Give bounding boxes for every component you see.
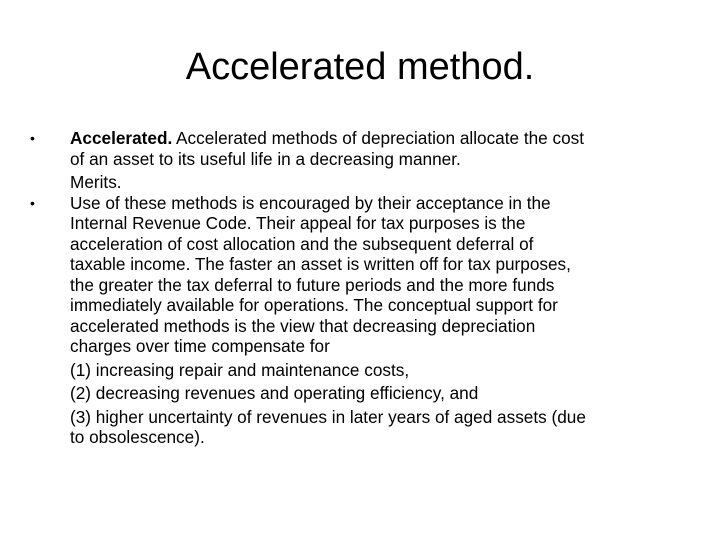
- text-line: Internal Revenue Code. Their appeal for tax purposes is the: [70, 213, 526, 233]
- text-line: [70, 128, 680, 149]
- text-line: Use of these methods is encouraged by their acceptance in the: [70, 192, 551, 213]
- bullet-item-use: [30, 193, 680, 448]
- text-line: taxable income. The faster an asset is written off for tax purposes,: [70, 254, 571, 274]
- text-run: Accelerated methods of depreciation allocate the cost: [172, 128, 585, 148]
- text-line: the greater the tax deferral to future periods and the more funds: [70, 274, 555, 295]
- bullet-icon: •: [30, 130, 35, 146]
- text-line-item-3: (3) higher uncertainty of revenues in later years of aged assets (due: [70, 406, 586, 427]
- text-line-item-2: (2) decreasing revenues and operating efficiency, and: [70, 383, 479, 403]
- text-line: immediately available for operations. The conceptual support for: [70, 295, 558, 315]
- text-line-merits: Merits.: [70, 172, 122, 192]
- text-line: acceleration of cost allocation and the subsequent deferral of: [70, 233, 534, 254]
- text-line-item-1: (1) increasing repair and maintenance costs,: [70, 359, 410, 380]
- text-line: charges over time compensate for: [70, 336, 330, 356]
- text-line: of an asset to its useful life in a decreasing manner.: [70, 148, 461, 169]
- bullet-item-accelerated: [30, 128, 680, 193]
- bullet-list: [30, 128, 680, 448]
- bullet-icon: •: [30, 194, 35, 211]
- text-line: to obsolescence).: [70, 427, 205, 447]
- slide-title: Accelerated method.: [185, 46, 535, 88]
- bold-lead-term: Accelerated.: [70, 128, 173, 148]
- text-line: accelerated methods is the view that decreasing depreciation: [70, 315, 536, 336]
